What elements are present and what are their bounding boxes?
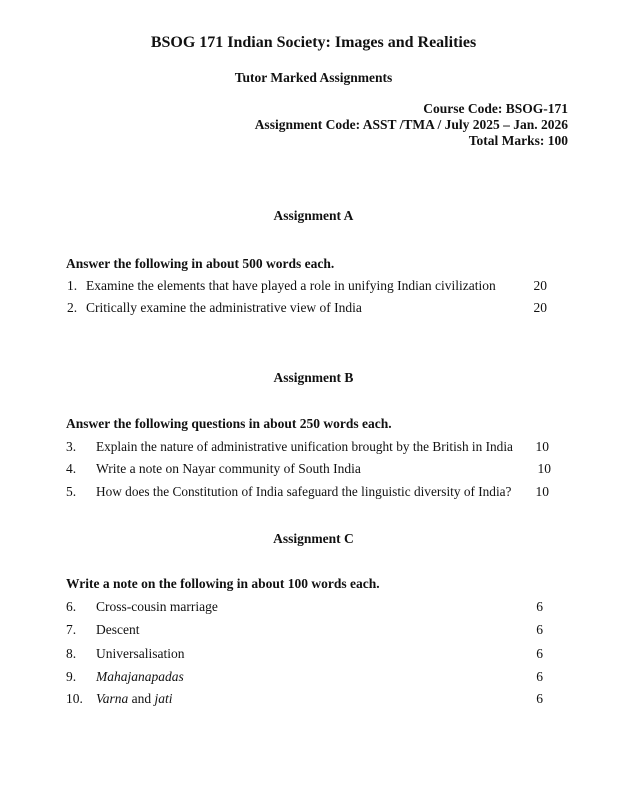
question-number: 4.	[66, 461, 77, 476]
question-text: Critically examine the administrative view of India	[86, 300, 362, 315]
question-text: How does the Constitution of India safeguard the linguistic diversity of India?	[96, 484, 512, 499]
question-marks: 10	[537, 461, 551, 476]
document-title: BSOG 171 Indian Society: Images and Realities	[150, 34, 477, 51]
question-number: 2.	[67, 300, 78, 315]
section-instruction-c: Write a note on the following in about 100 words each.	[66, 576, 380, 591]
total-marks: Total Marks: 100	[468, 133, 568, 148]
question-text: Descent	[96, 622, 140, 637]
question-text-plain: and	[128, 691, 155, 706]
assignment-code: Assignment Code: ASST /TMA / July 2025 – Jan. 2026	[254, 117, 568, 132]
question-marks: 10	[535, 439, 549, 454]
question-marks: 6	[536, 622, 543, 637]
question-text: Examine the elements that have played a role in unifying Indian civilization	[86, 278, 496, 293]
question-marks: 6	[536, 646, 543, 661]
question-text: Cross-cousin marriage	[96, 599, 218, 614]
question-number: 5.	[66, 484, 77, 499]
question-text: Write a note on Nayar community of South India	[96, 461, 361, 476]
question-text-italic: Varna	[96, 691, 129, 706]
question-number: 6.	[66, 599, 77, 614]
section-heading-c: Assignment C	[273, 531, 354, 546]
question-number: 10.	[66, 691, 83, 706]
document-subtitle: Tutor Marked Assignments	[234, 70, 393, 85]
question-marks: 10	[535, 484, 549, 499]
section-instruction-b: Answer the following questions in about 250 words each.	[66, 416, 392, 431]
question-number: 7.	[66, 622, 77, 637]
question-text: Mahajanapadas	[96, 669, 184, 684]
question-marks: 6	[536, 669, 543, 684]
question-text: Universalisation	[96, 646, 185, 661]
question-text: Explain the nature of administrative unification brought by the British in India	[96, 439, 513, 454]
question-marks: 6	[536, 691, 543, 706]
question-text-italic: jati	[154, 691, 173, 706]
section-instruction-a: Answer the following in about 500 words each.	[66, 256, 335, 271]
question-number: 1.	[67, 278, 78, 293]
question-text	[96, 691, 173, 707]
question-number: 8.	[66, 646, 77, 661]
question-marks: 6	[536, 599, 543, 614]
section-heading-b: Assignment B	[273, 370, 354, 385]
question-number: 9.	[66, 669, 77, 684]
section-heading-a: Assignment A	[273, 208, 354, 223]
course-code: Course Code: BSOG-171	[423, 101, 568, 116]
question-marks: 20	[533, 300, 547, 315]
question-marks: 20	[533, 278, 547, 293]
question-number: 3.	[66, 439, 77, 454]
